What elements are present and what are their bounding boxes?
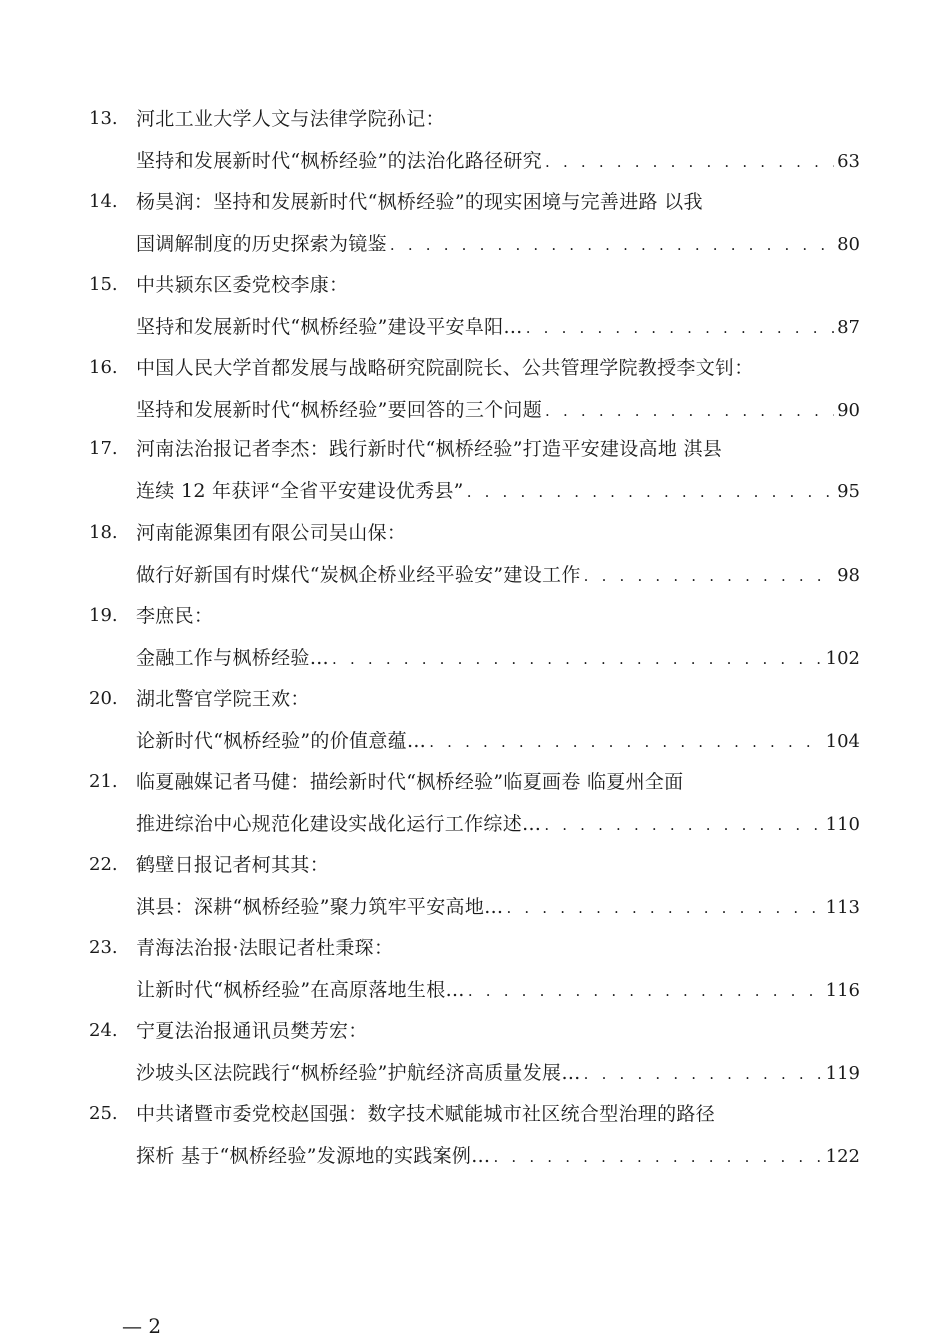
entry-page-number: 104 <box>825 731 860 752</box>
entry-number: 15. <box>89 274 118 295</box>
entry-page-number: 87 <box>837 317 860 338</box>
entry-author-line: 中共颍东区委党校李康： <box>136 274 349 296</box>
entry-title-line <box>136 231 860 257</box>
entry-author-line: 鹤壁日报记者柯其其： <box>136 854 330 876</box>
entry-number: 25. <box>89 1103 118 1124</box>
entry-number: 20. <box>89 688 118 709</box>
entry-author-line: 河北工业大学人文与法律学院孙记： <box>136 108 445 130</box>
entry-title-line <box>136 148 860 174</box>
entry-title-line <box>136 811 860 837</box>
entry-number: 18. <box>89 522 118 543</box>
dot-leader <box>545 398 834 424</box>
entry-title-line <box>136 645 860 671</box>
entry-page-number: 116 <box>825 980 860 1001</box>
entry-number: 13. <box>89 108 118 129</box>
entry-title-line <box>136 314 860 340</box>
entry-author-line: 中共诸暨市委党校赵国强：数字技术赋能城市社区统合型治理的路径 <box>136 1103 716 1125</box>
entry-author-line: 杨昊润：坚持和发展新时代“枫桥经验”的现实困境与完善进路 以我 <box>136 191 703 213</box>
entry-title: 坚持和发展新时代“枫桥经验”的法治化路径研究 <box>136 150 543 172</box>
entry-number: 17. <box>89 438 118 459</box>
page-footer-number: — 2 <box>122 1314 162 1338</box>
entry-author-line: 李庶民： <box>136 605 214 627</box>
entry-title: 让新时代“枫桥经验”在高原落地生根… <box>136 979 465 1001</box>
dot-leader <box>493 1144 822 1170</box>
entry-author-line: 宁夏法治报通讯员樊芳宏： <box>136 1020 368 1042</box>
entry-page-number: 110 <box>825 814 860 835</box>
entry-author-line: 湖北警官学院王欢： <box>136 688 310 710</box>
entry-number: 19. <box>89 605 118 626</box>
entry-author-line: 中国人民大学首都发展与战略研究院副院长、公共管理学院教授李文钊： <box>136 357 754 379</box>
entry-title: 论新时代“枫桥经验”的价值意蕴… <box>136 730 427 752</box>
entry-number: 16. <box>89 357 118 378</box>
entry-title: 连续 12 年获评“全省平安建设优秀县” <box>136 480 464 502</box>
entry-title-line <box>136 397 860 423</box>
entry-title: 推进综治中心规范化建设实战化运行工作综述… <box>136 813 542 835</box>
entry-page-number: 95 <box>837 481 860 502</box>
entry-page-number: 113 <box>825 897 860 918</box>
dot-leader <box>429 729 822 755</box>
entry-title: 坚持和发展新时代“枫桥经验”要回答的三个问题 <box>136 399 543 421</box>
entry-page-number: 98 <box>837 565 860 586</box>
entry-page-number: 80 <box>837 234 860 255</box>
entry-title-line <box>136 894 860 920</box>
dot-leader <box>584 563 834 589</box>
entry-page-number: 90 <box>837 400 860 421</box>
entry-number: 24. <box>89 1020 118 1041</box>
entry-title-line <box>136 977 860 1003</box>
entry-page-number: 119 <box>825 1063 860 1084</box>
entry-author-line: 河南法治报记者李杰：践行新时代“枫桥经验”打造平安建设高地 淇县 <box>136 438 723 460</box>
dot-leader <box>332 646 823 672</box>
entry-title-line <box>136 478 860 504</box>
entry-title: 金融工作与枫桥经验… <box>136 647 330 669</box>
entry-title-line <box>136 1060 860 1086</box>
entry-title: 淇县：深耕“枫桥经验”聚力筑牢平安高地… <box>136 896 504 918</box>
dot-leader <box>544 812 822 838</box>
dot-leader <box>526 315 834 341</box>
entry-page-number: 102 <box>825 648 860 669</box>
entry-title: 坚持和发展新时代“枫桥经验”建设平安阜阳… <box>136 316 523 338</box>
dot-leader <box>584 1061 823 1087</box>
dot-leader <box>545 149 834 175</box>
entry-author-line: 青海法治报·法眼记者杜秉琛： <box>136 937 394 959</box>
dot-leader <box>467 479 834 505</box>
entry-title-line <box>136 1143 860 1169</box>
entry-author-line: 临夏融媒记者马健：描绘新时代“枫桥经验”临夏画卷 临夏州全面 <box>136 771 684 793</box>
dot-leader <box>468 978 823 1004</box>
entry-number: 14. <box>89 191 118 212</box>
entry-number: 21. <box>89 771 118 792</box>
entry-number: 22. <box>89 854 118 875</box>
entry-author-line: 河南能源集团有限公司吴山保： <box>136 522 407 544</box>
entry-page-number: 122 <box>825 1146 860 1167</box>
entry-title-line <box>136 562 860 588</box>
entry-number: 23. <box>89 937 118 958</box>
entry-title: 探析 基于“枫桥经验”发源地的实践案例… <box>136 1145 491 1167</box>
entry-title-line <box>136 728 860 754</box>
dot-leader <box>506 895 822 921</box>
entry-title: 国调解制度的历史探索为镜鉴 <box>136 233 387 255</box>
entry-title: 做行好新国有时煤代“炭枫企桥业经平验安”建设工作 <box>136 564 581 586</box>
entry-page-number: 63 <box>837 151 860 172</box>
entry-title: 沙坡头区法院践行“枫桥经验”护航经济高质量发展… <box>136 1062 581 1084</box>
dot-leader <box>390 232 834 258</box>
